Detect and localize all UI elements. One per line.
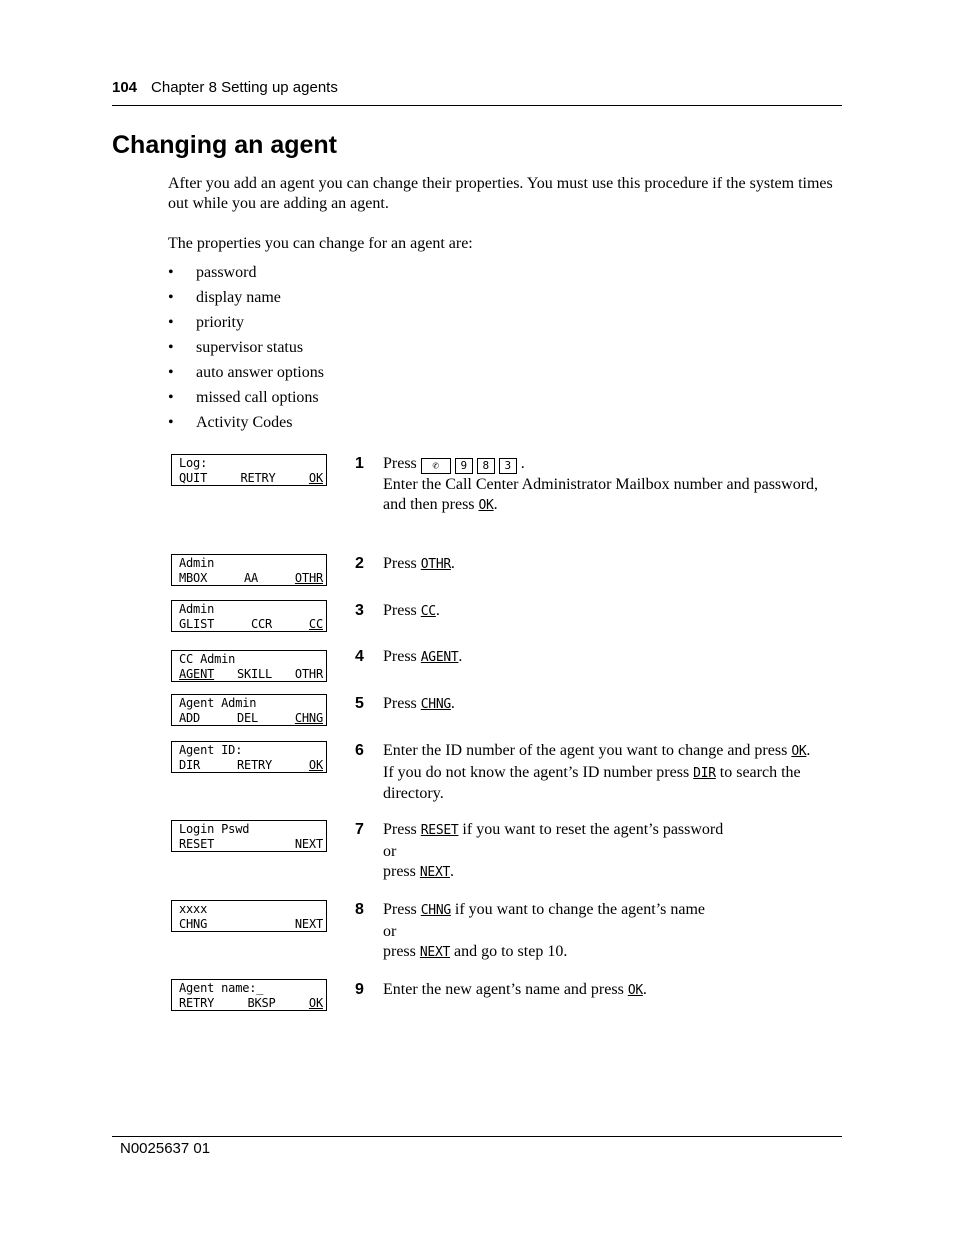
softkey-label: CHNG bbox=[294, 711, 323, 725]
step-text: Enter the Call Center Administrator Mailbox number and password, bbox=[383, 475, 819, 493]
display-line-2 bbox=[179, 617, 323, 632]
softkey-label: OK bbox=[308, 996, 323, 1010]
softkey-label: MBOX bbox=[179, 571, 208, 585]
softkey-label: DEL bbox=[236, 711, 259, 725]
step-text: Press bbox=[383, 602, 417, 619]
display-line-2 bbox=[179, 471, 323, 486]
softkey-agent: AGENT bbox=[420, 650, 459, 665]
softkey-label: SKILL bbox=[236, 667, 273, 681]
step-text: or bbox=[383, 842, 397, 860]
display-screen bbox=[171, 454, 327, 486]
softkey-ok: OK bbox=[627, 983, 643, 998]
step-text: . bbox=[435, 602, 440, 619]
softkey-label: DIR bbox=[179, 758, 201, 772]
page-footer bbox=[112, 1136, 842, 1157]
step-text: . bbox=[642, 981, 647, 998]
softkey-ok: OK bbox=[478, 498, 494, 513]
step-text: Enter the new agent’s name and press bbox=[383, 981, 624, 998]
bullet-icon: • bbox=[168, 339, 174, 356]
page-header bbox=[112, 79, 842, 106]
step-text: if you want to change the agent’s name bbox=[454, 901, 706, 918]
softkey-label: CCR bbox=[250, 617, 273, 631]
display-screen bbox=[171, 900, 327, 932]
softkey-label: OTHR bbox=[294, 571, 323, 585]
softkey-label: CC bbox=[308, 617, 323, 631]
step-text: . bbox=[458, 648, 463, 665]
step-text: or bbox=[383, 922, 397, 940]
step-number: 7 bbox=[355, 821, 364, 838]
step-number: 3 bbox=[355, 602, 364, 619]
step-text: . bbox=[493, 496, 498, 513]
display-screen bbox=[171, 600, 327, 632]
step-text: to search the directory. bbox=[383, 763, 801, 802]
dial-key-9: 9 bbox=[455, 458, 473, 474]
step-number: 9 bbox=[355, 981, 364, 998]
step-text: Press bbox=[383, 901, 417, 918]
property-label: missed call options bbox=[196, 389, 319, 406]
chapter-title: Chapter 8 Setting up agents bbox=[151, 79, 338, 96]
display-line-1: xxxx bbox=[179, 902, 208, 916]
step-text: press bbox=[383, 943, 416, 960]
display-line-1: Agent Admin bbox=[179, 696, 257, 710]
properties-list bbox=[168, 263, 324, 438]
softkey-label: OTHR bbox=[294, 667, 323, 681]
display-screen bbox=[171, 694, 327, 726]
step-text: if you want to reset the agent’s password bbox=[462, 821, 724, 838]
bullet-icon: • bbox=[168, 314, 174, 331]
property-item bbox=[168, 288, 324, 313]
step-number: 5 bbox=[355, 695, 364, 712]
display-screen bbox=[171, 741, 327, 773]
softkey-label: RETRY bbox=[179, 996, 215, 1010]
display-line-1: Login Pswd bbox=[179, 822, 250, 836]
softkey-label: OK bbox=[308, 471, 323, 485]
softkey-label: GLIST bbox=[179, 617, 215, 631]
step-number: 4 bbox=[355, 648, 364, 665]
display-line-2 bbox=[179, 996, 323, 1011]
display-screen bbox=[171, 979, 327, 1011]
document-id: N0025637 01 bbox=[120, 1140, 211, 1157]
step-number: 1 bbox=[355, 455, 364, 472]
section-title: Changing an agent bbox=[112, 131, 337, 159]
step-text: press bbox=[383, 863, 416, 880]
step-text: Press bbox=[383, 555, 417, 572]
bullet-icon: • bbox=[168, 389, 174, 406]
display-line-2 bbox=[179, 711, 323, 726]
display-line-1: Admin bbox=[179, 556, 215, 570]
softkey-label: AA bbox=[243, 571, 259, 585]
display-line-1: Admin bbox=[179, 602, 215, 616]
display-line-2 bbox=[179, 837, 323, 852]
step-text: . bbox=[450, 695, 455, 712]
softkey-label: RETRY bbox=[236, 758, 273, 772]
step-text: . bbox=[520, 455, 525, 472]
display-screen bbox=[171, 554, 327, 586]
step-number: 2 bbox=[355, 555, 364, 572]
softkey-label: NEXT bbox=[294, 837, 323, 851]
page-number: 104 bbox=[112, 79, 138, 96]
property-label: priority bbox=[196, 314, 244, 331]
bullet-icon: • bbox=[168, 264, 174, 281]
step-text: . bbox=[450, 555, 455, 572]
property-item bbox=[168, 338, 324, 363]
softkey-dir: DIR bbox=[693, 765, 716, 781]
property-label: Activity Codes bbox=[196, 414, 293, 431]
softkey-next: NEXT bbox=[419, 865, 450, 880]
step-text: If you do not know the agent’s ID number press bbox=[383, 763, 690, 781]
property-item bbox=[168, 313, 324, 338]
softkey-cc: CC bbox=[420, 604, 436, 619]
property-label: supervisor status bbox=[196, 339, 304, 356]
softkey-label: RESET bbox=[179, 837, 215, 851]
display-screen bbox=[171, 650, 327, 682]
properties-intro: The properties you can change for an agent are: bbox=[168, 235, 473, 252]
display-line-2 bbox=[179, 917, 323, 932]
display-screen bbox=[171, 820, 327, 852]
bullet-icon: • bbox=[168, 289, 174, 306]
property-label: display name bbox=[196, 289, 281, 306]
display-line-1: Agent ID: bbox=[179, 743, 243, 757]
display-line-2 bbox=[179, 667, 323, 682]
property-label: auto answer options bbox=[196, 364, 324, 381]
softkey-label: BKSP bbox=[247, 996, 276, 1010]
softkey-label: QUIT bbox=[179, 471, 208, 485]
display-line-1: CC Admin bbox=[179, 652, 236, 666]
softkey-chng: CHNG bbox=[420, 903, 451, 918]
softkey-chng: CHNG bbox=[420, 697, 451, 712]
softkey-reset: RESET bbox=[420, 823, 459, 838]
step-text: Press bbox=[383, 648, 417, 665]
property-item bbox=[168, 388, 324, 413]
dial-key-3: 3 bbox=[499, 458, 517, 474]
display-line-1: Agent name:_ bbox=[179, 981, 264, 995]
step-text: and then press bbox=[383, 496, 475, 513]
step-text: . bbox=[450, 863, 454, 880]
intro-paragraph: After you add an agent you can change their properties. You must use this procedure if the system times out while you are adding an agent. bbox=[168, 175, 833, 212]
step-text: Enter the ID number of the agent you want to change and press bbox=[383, 742, 788, 759]
display-line-2 bbox=[179, 758, 323, 773]
step-number: 8 bbox=[355, 901, 364, 918]
step-text: Press bbox=[383, 455, 417, 472]
display-line-1: Log: bbox=[179, 456, 208, 470]
feature-key-icon: ✆ bbox=[421, 458, 451, 474]
softkey-label: ADD bbox=[179, 711, 201, 725]
dial-key-8: 8 bbox=[477, 458, 495, 474]
display-line-2 bbox=[179, 571, 323, 586]
softkey-label: NEXT bbox=[294, 917, 323, 931]
property-label: password bbox=[196, 264, 257, 281]
bullet-icon: • bbox=[168, 414, 174, 431]
softkey-ok: OK bbox=[791, 744, 807, 759]
step-text: Press bbox=[383, 695, 417, 712]
softkey-othr: OTHR bbox=[420, 557, 451, 572]
bullet-icon: • bbox=[168, 364, 174, 381]
softkey-label: CHNG bbox=[179, 917, 208, 931]
step-text: . bbox=[806, 742, 811, 759]
property-item bbox=[168, 413, 324, 438]
property-item bbox=[168, 263, 324, 288]
softkey-label: AGENT bbox=[179, 667, 215, 681]
softkey-label: RETRY bbox=[240, 471, 276, 485]
property-item bbox=[168, 363, 324, 388]
step-number: 6 bbox=[355, 742, 364, 759]
softkey-label: OK bbox=[308, 758, 323, 772]
softkey-next: NEXT bbox=[419, 945, 450, 960]
step-text: and go to step 10. bbox=[454, 943, 568, 960]
step-text: Press bbox=[383, 821, 417, 838]
